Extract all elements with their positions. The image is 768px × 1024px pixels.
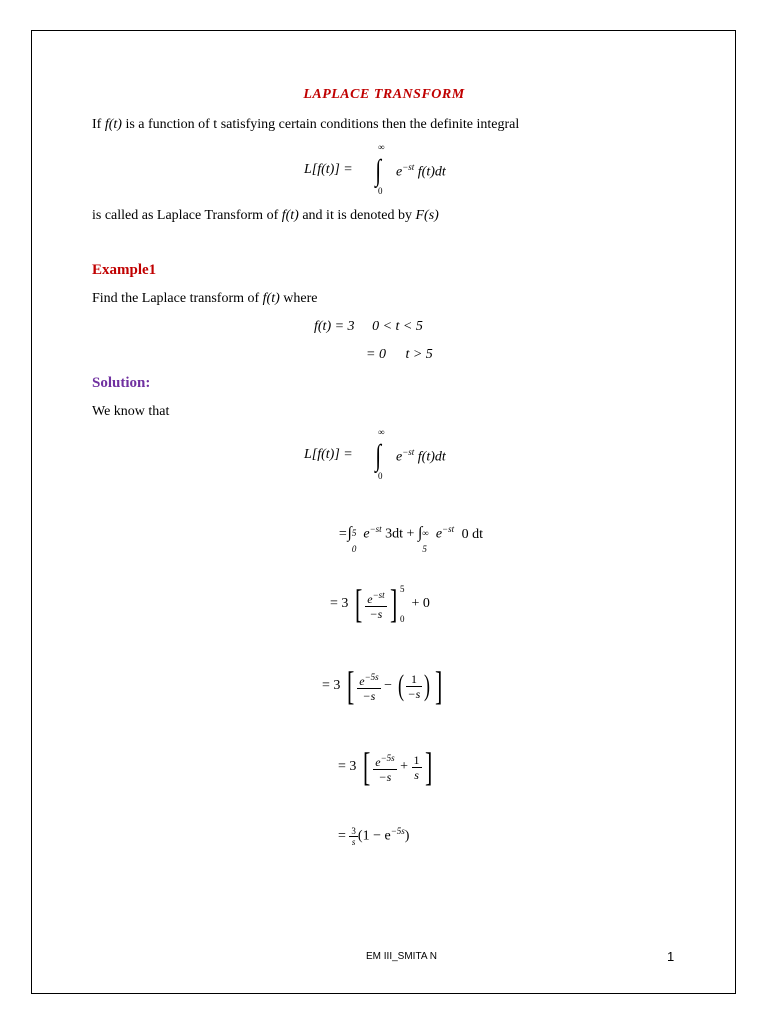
page-number: 1	[667, 949, 675, 964]
solution-step-3: = 3 [ $\frac{e^{-5s}}{-s}$ − ( $\frac{1}{-s}$ ) ]	[322, 663, 443, 708]
definition-equation: L[f(t)] = ∫ ∞ 0 $e^{-st}$ f(t)dt	[304, 142, 446, 196]
solution-step-1: =∫ 5 0 $e^{-st}$ 3dt + ∫ ∞ 5 $e^{-st}$ 0 dt	[338, 524, 484, 554]
integral-sign: ∫	[375, 439, 381, 472]
footer-author: EM III_SMITA N	[366, 951, 437, 962]
example-heading: Example1	[92, 262, 157, 278]
solution-heading: Solution:	[92, 375, 151, 391]
intro-paragraph-1: If f(t) is a function of t satisfying certain conditions then the definite integral	[92, 117, 520, 132]
solution-step-2: = 3 [ $\frac{e^{-st}}{-s}$ ] 5 0 + 0	[330, 581, 430, 626]
solution-step-5: = $\frac{3}{s}$ $(1 - e^{-5s})$	[338, 826, 410, 847]
example-statement: Find the Laplace transform of f(t) where	[92, 291, 318, 306]
solution-step-4: = 3 [ $\frac{e^{-5s}}{-s}$ + $\frac{1}{s}$ ]	[338, 744, 432, 789]
we-know-that: We know that	[92, 404, 170, 419]
definition-equation-repeat: L[f(t)] = ∫ ∞ 0 $e^{-st}$ f(t)dt	[304, 427, 446, 481]
intro-paragraph-2: is called as Laplace Transform of f(t) and it is denoted by F(s)	[92, 208, 439, 223]
piecewise-case-1: f(t) = 3 0 < t < 5	[314, 319, 423, 334]
integral-sign: ∫	[375, 154, 381, 187]
piecewise-case-2: = 0 t > 5	[366, 347, 433, 362]
page-title: LAPLACE TRANSFORM	[303, 87, 465, 102]
